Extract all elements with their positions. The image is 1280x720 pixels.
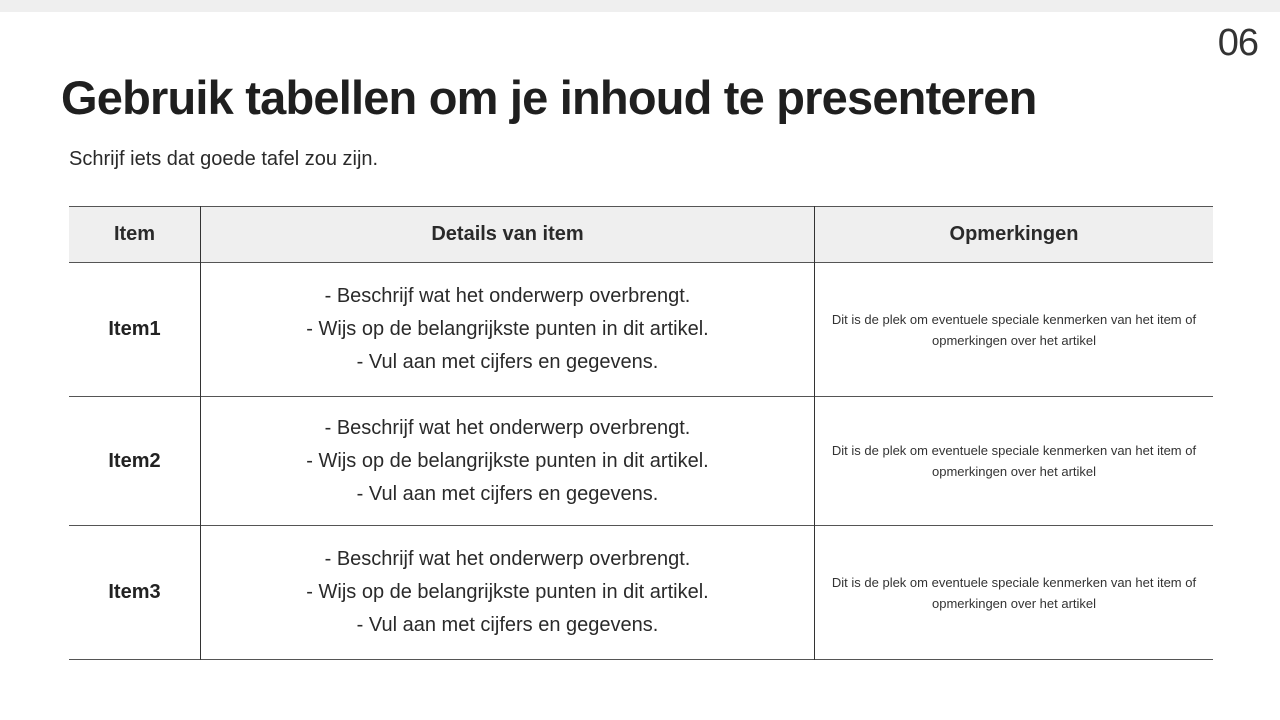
header-details: Details van item [201,207,815,263]
item-cell: Item1 [69,263,201,397]
table-row [69,263,1213,397]
remark-cell: Dit is de plek om eventuele speciale kenmerken van het item of opmerkingen over het artikel [831,443,1197,479]
detail-line: - Beschrijf wat het onderwerp overbrengt. [324,285,691,307]
slide-title: Gebruik tabellen om je inhoud te presenteren [61,71,1037,124]
detail-line: - Wijs op de belangrijkste punten in dit artikel. [306,318,709,340]
remark-cell: Dit is de plek om eventuele speciale kenmerken van het item of opmerkingen over het artikel [831,311,1197,348]
detail-line: - Vul aan met cijfers en gegevens. [356,482,659,505]
table-row [69,397,1213,526]
remark-cell: Dit is de plek om eventuele speciale kenmerken van het item of opmerkingen over het artikel [831,574,1197,611]
detail-line: - Wijs op de belangrijkste punten in dit artikel. [306,449,709,472]
item-cell: Item2 [69,397,201,526]
header-item: Item [69,207,201,263]
top-bar [0,0,1280,12]
detail-line: - Vul aan met cijfers en gegevens. [356,614,659,636]
details-cell [201,397,815,526]
page-number: 06 [1217,22,1258,64]
detail-line: - Vul aan met cijfers en gegevens. [356,351,659,373]
details-cell [201,526,815,660]
slide-subtitle: Schrijf iets dat goede tafel zou zijn. [69,148,379,170]
detail-line: - Beschrijf wat het onderwerp overbrengt. [324,416,691,439]
content-table [69,206,1213,660]
details-cell [201,263,815,397]
detail-line: - Beschrijf wat het onderwerp overbrengt. [324,548,691,570]
detail-line: - Wijs op de belangrijkste punten in dit artikel. [306,581,709,603]
item-cell: Item3 [69,526,201,660]
table-header-row [69,207,1213,263]
table-row [69,526,1213,660]
header-remarks: Opmerkingen [949,223,1079,245]
